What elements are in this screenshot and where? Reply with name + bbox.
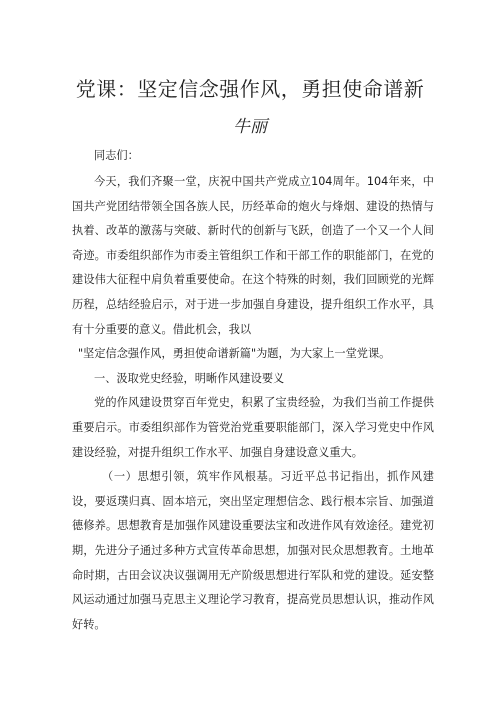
section-heading-1: 一、汲取党史经验，明晰作风建设要义: [94, 371, 285, 385]
title-continuation: 牛丽: [233, 117, 267, 137]
document-body: [72, 170, 434, 637]
greeting: 同志们：: [94, 149, 139, 162]
paragraph-subsection-1: （一）思想引领，筑牢作风根基。习近平总书记指出，抓作风建设，要返璞归真、固本培元，突出坚定理想信念、践行根本宗旨、加强道德修养。思想教育是加强作风建设重要法宝和改进作风有效途径。建党初期，先进分子通过多种方式宣传革命思想，加强对民众思想教育。土地革命时期，古田会议决议强调用无产阶级思想进行军队和党的建设。延安整风运动通过加强马克思主义理论学习教育，提高党员思想认识，推动作风好转。: [72, 470, 434, 631]
document-title: 党课：坚定信念强作风，勇担使命谱新: [75, 77, 425, 101]
paragraph-section1-intro: 党的作风建设贯穿百年党史，积累了宝贵经验，为我们当前工作提供重要启示。市委组织部作为管党治党重要职能部门，深入学习党史中作风建设经验，对提升组织工作水平、加强自身建设意义重大。: [72, 396, 434, 459]
paragraph-intro: 今天，我们齐聚一堂，庆祝中国共产党成立104周年。104年来，中国共产党团结带领全国各族人民，历经革命的炮火与烽烟、建设的热情与执着、改革的激荡与突破、新时代的创新与飞跃，创造了一个又一个人间奇迹。市委组织部作为市委主管组织工作和干部工作的职能部门，在党的建设伟大征程中肩负着重要使命。在这个特殊的时刻，我们回顾党的光辉历程，总结经验启示，对于进一步加强自身建设，提升组织工作水平，具有十分重要的意义。借此机会，我以: [72, 175, 434, 336]
paragraph-topic-quote: "坚定信念强作风，勇担使命谱新篇"为题，为大家上一堂党课。: [78, 347, 391, 361]
